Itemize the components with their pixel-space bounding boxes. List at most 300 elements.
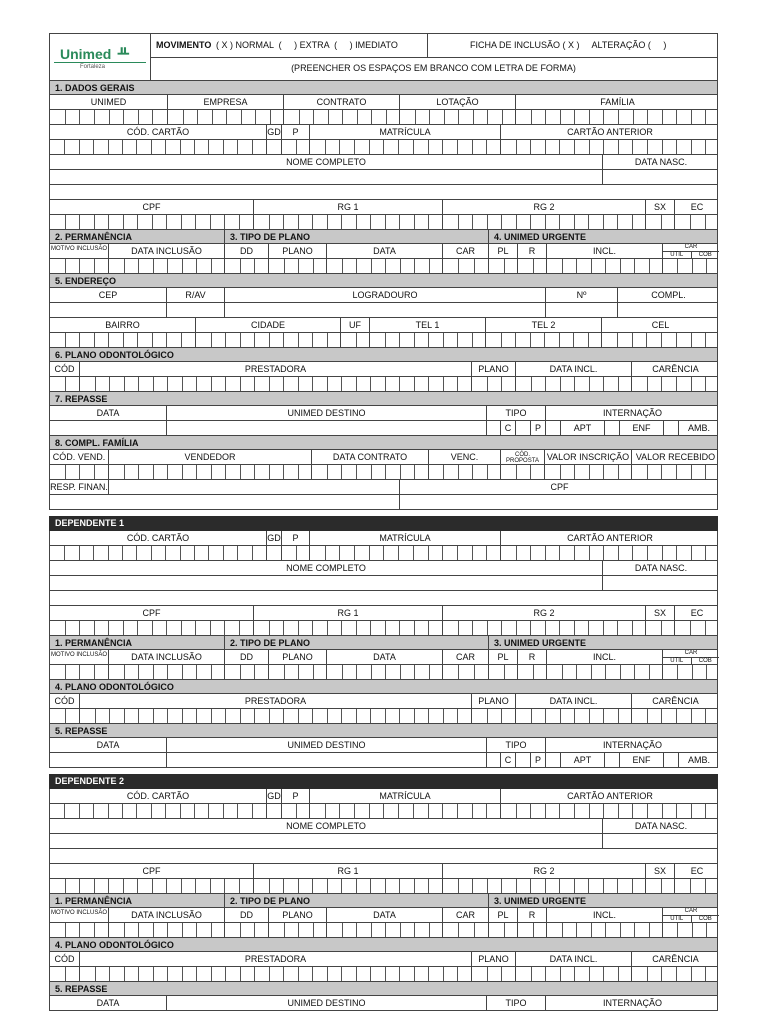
main-repasse-boxes: [49, 421, 718, 436]
char-box-divider: [385, 377, 386, 391]
char-box-divider: [620, 259, 621, 273]
option-c[interactable]: C: [500, 421, 515, 435]
char-box-divider: [370, 215, 371, 229]
cod-field[interactable]: [50, 377, 79, 391]
char-box-divider: [298, 923, 299, 937]
char-box-divider: [210, 879, 211, 893]
logradouro-field[interactable]: [224, 303, 545, 317]
char-box-divider: [400, 665, 401, 679]
p-field[interactable]: [281, 546, 309, 560]
dd-field[interactable]: [224, 665, 268, 679]
plano-field[interactable]: [471, 377, 515, 391]
char-box-divider: [182, 377, 183, 391]
label-cod-vend: CÓD. VEND.: [52, 452, 106, 462]
char-box-divider: [676, 804, 677, 818]
data-field[interactable]: [50, 753, 166, 767]
rg2-field[interactable]: [442, 879, 645, 893]
char-box-divider: [487, 709, 488, 723]
unimed-destino-field[interactable]: [166, 753, 486, 767]
char-box-divider: [313, 923, 314, 937]
label-prestadora: PRESTADORA: [79, 952, 471, 966]
gd-field[interactable]: [266, 546, 281, 560]
char-box-divider: [472, 804, 473, 818]
valor-inscricao-field[interactable]: [544, 465, 631, 479]
label-data: DATA: [96, 408, 120, 418]
char-box-divider: [240, 259, 241, 273]
cep-field[interactable]: [50, 303, 166, 317]
cod-field[interactable]: [50, 967, 79, 981]
resp-cpf-field[interactable]: [399, 495, 719, 509]
cod-cartao-field[interactable]: [50, 140, 266, 154]
cpf-field[interactable]: [50, 215, 253, 229]
char-box-divider: [167, 967, 168, 981]
movimento-options[interactable]: ( X ) NORMAL ( ) EXTRA ( ) IMEDIATO: [216, 40, 398, 50]
label-plano: PLANO: [268, 244, 326, 258]
label-cod: CÓD: [54, 696, 75, 706]
char-box-divider: [603, 621, 604, 635]
char-box-divider: [414, 333, 415, 347]
data-nasc-field[interactable]: [602, 576, 719, 590]
data-nasc-field[interactable]: [602, 834, 719, 848]
label-rav: R/AV: [166, 288, 224, 302]
ec-field[interactable]: [674, 215, 719, 229]
char-box-divider: [504, 259, 505, 273]
option-amb[interactable]: AMB.: [678, 421, 719, 435]
apt-box[interactable]: [604, 421, 619, 435]
char-box-divider: [591, 259, 592, 273]
label-car: CAR: [442, 244, 488, 258]
rg1-field[interactable]: [253, 215, 442, 229]
char-box-divider: [240, 923, 241, 937]
char-box-divider: [414, 621, 415, 635]
char-box-divider: [122, 140, 123, 154]
char-box-divider: [65, 377, 66, 391]
char-box-divider: [254, 465, 255, 479]
label-cpf: CPF: [142, 202, 161, 212]
char-box-divider: [662, 140, 663, 154]
pl-field[interactable]: [488, 923, 517, 937]
util-cob-field[interactable]: [662, 923, 719, 937]
incl-field[interactable]: [546, 259, 662, 273]
unimed-field[interactable]: [50, 110, 167, 124]
char-box-divider: [531, 709, 532, 723]
char-box-divider: [325, 546, 326, 560]
label-data-inclusao: DATA INCLUSÃO: [108, 650, 224, 664]
char-box-divider: [138, 465, 139, 479]
ec-field[interactable]: [674, 621, 719, 635]
char-box-divider: [138, 923, 139, 937]
label-nome-completo: NOME COMPLETO: [286, 563, 366, 573]
data-field[interactable]: [326, 259, 442, 273]
d2-repasse-section: [49, 982, 718, 996]
char-box-divider: [589, 709, 590, 723]
cartao-anterior-field[interactable]: [500, 546, 719, 560]
char-box-divider: [138, 967, 139, 981]
label-contrato: CONTRATO: [283, 95, 399, 109]
r-field[interactable]: [517, 259, 546, 273]
label-data: DATA: [326, 244, 442, 258]
dd-field[interactable]: [224, 923, 268, 937]
p-box[interactable]: [545, 421, 560, 435]
option-c[interactable]: C: [500, 753, 515, 767]
ficha-options[interactable]: FICHA DE INCLUSÃO ( X ) ALTERAÇÃO ( ): [470, 40, 667, 50]
char-box-divider: [559, 621, 560, 635]
sx-field[interactable]: [645, 621, 674, 635]
char-box-divider: [356, 621, 357, 635]
cel-field[interactable]: [601, 333, 719, 347]
pl-field[interactable]: [488, 665, 517, 679]
prestadora-field[interactable]: [79, 377, 471, 391]
apt-box[interactable]: [604, 753, 619, 767]
char-box-divider: [530, 546, 531, 560]
plano-field[interactable]: [268, 259, 326, 273]
option-amb[interactable]: AMB.: [678, 753, 719, 767]
char-box-divider: [109, 709, 110, 723]
char-box-divider: [662, 804, 663, 818]
char-box-divider: [79, 923, 80, 937]
char-box-divider: [165, 546, 166, 560]
char-box-divider: [443, 709, 444, 723]
rg1-field[interactable]: [253, 621, 442, 635]
label-car-small: CAR: [663, 650, 719, 658]
cod-cartao-field[interactable]: [50, 804, 266, 818]
tipo-blank[interactable]: [486, 421, 500, 435]
char-box-divider: [122, 546, 123, 560]
label-rg2: RG 2: [442, 864, 645, 878]
char-box-divider: [354, 546, 355, 560]
char-box-divider: [705, 333, 706, 347]
char-box-divider: [166, 215, 167, 229]
cpf-field[interactable]: [50, 621, 253, 635]
p-box[interactable]: [545, 753, 560, 767]
label-car: CAR: [442, 908, 488, 922]
char-box-divider: [504, 923, 505, 937]
endereco-labels-1: [49, 288, 718, 303]
data-inclusao-field[interactable]: [108, 923, 224, 937]
d1-odonto-labels: [49, 694, 718, 709]
char-box-divider: [370, 879, 371, 893]
label-data-inclusao: DATA INCLUSÃO: [108, 908, 224, 922]
char-box-divider: [240, 709, 241, 723]
label-ec: EC: [674, 606, 719, 620]
char-box-divider: [124, 967, 125, 981]
motivo-field[interactable]: [50, 665, 108, 679]
label-cod: CÓD: [54, 954, 75, 964]
data-inclusao-field[interactable]: [108, 665, 224, 679]
rg2-field[interactable]: [442, 621, 645, 635]
char-box-divider: [385, 967, 386, 981]
cod-proposta-field[interactable]: [500, 465, 544, 479]
p-field[interactable]: [281, 804, 309, 818]
label-data-nasc: DATA NASC.: [602, 561, 719, 575]
label-data: DATA: [326, 650, 442, 664]
nome-field-line1[interactable]: [50, 834, 602, 848]
incl-field[interactable]: [546, 923, 662, 937]
label-p: P: [281, 125, 309, 139]
car-field[interactable]: [442, 259, 488, 273]
cartao-anterior-field[interactable]: [500, 804, 719, 818]
contrato-field[interactable]: [283, 110, 399, 124]
resp-labels: [49, 480, 718, 495]
plano-field[interactable]: [268, 923, 326, 937]
label-incl: INCL.: [546, 908, 662, 922]
option-apt[interactable]: APT: [560, 753, 604, 767]
char-box-divider: [676, 967, 677, 981]
char-box-divider: [545, 546, 546, 560]
char-box-divider: [458, 923, 459, 937]
char-box-divider: [224, 215, 225, 229]
char-box-divider: [428, 546, 429, 560]
c-box[interactable]: [515, 421, 530, 435]
cod-cartao-field[interactable]: [50, 546, 266, 560]
label-plano: PLANO: [268, 908, 326, 922]
char-box-divider: [298, 967, 299, 981]
char-box-divider: [284, 923, 285, 937]
option-enf[interactable]: ENF: [619, 753, 663, 767]
tel2-field[interactable]: [485, 333, 601, 347]
d1-nome-line-2-field[interactable]: [50, 591, 719, 605]
label-r: R: [517, 244, 546, 258]
gd-field[interactable]: [266, 140, 281, 154]
d2-nome-line-2-field[interactable]: [50, 849, 719, 863]
cod-field[interactable]: [50, 709, 79, 723]
dd-field[interactable]: [224, 259, 268, 273]
data-contrato-field[interactable]: [311, 465, 428, 479]
char-box-divider: [486, 546, 487, 560]
cartao-anterior-field[interactable]: [500, 140, 719, 154]
char-box-divider: [327, 465, 328, 479]
label-r: R: [517, 650, 546, 664]
char-box-divider: [501, 333, 502, 347]
data-field[interactable]: [50, 421, 166, 435]
data-nasc-field[interactable]: [602, 170, 719, 184]
char-box-divider: [211, 967, 212, 981]
char-box-divider: [677, 665, 678, 679]
char-box-divider: [647, 377, 648, 391]
char-box-divider: [414, 967, 415, 981]
char-box-divider: [183, 110, 184, 124]
char-box-divider: [385, 665, 386, 679]
char-box-divider: [284, 665, 285, 679]
vendedor-field[interactable]: [108, 465, 311, 479]
char-box-divider: [327, 879, 328, 893]
char-box-divider: [458, 215, 459, 229]
char-box-divider: [442, 140, 443, 154]
char-box-divider: [442, 804, 443, 818]
label-internacao: INTERNAÇÃO: [545, 738, 719, 752]
resp-boxes: [49, 495, 718, 510]
char-box-divider: [312, 709, 313, 723]
c-box[interactable]: [515, 753, 530, 767]
carencia-field[interactable]: [631, 709, 719, 723]
plano-field[interactable]: [471, 709, 515, 723]
motivo-field[interactable]: [50, 259, 108, 273]
label-matricula: MATRÍCULA: [309, 531, 500, 545]
enf-box[interactable]: [663, 421, 678, 435]
char-box-divider: [661, 377, 662, 391]
data-inclusao-field[interactable]: [108, 259, 224, 273]
data-field[interactable]: [326, 665, 442, 679]
char-box-divider: [123, 215, 124, 229]
label-p: P: [281, 531, 309, 545]
valor-recebido-field[interactable]: [631, 465, 719, 479]
char-box-divider: [370, 967, 371, 981]
sx-field[interactable]: [645, 879, 674, 893]
main-nome-line-2-field[interactable]: [50, 185, 719, 199]
char-box-divider: [283, 621, 284, 635]
nome-field-line1[interactable]: [50, 170, 602, 184]
char-box-divider: [237, 546, 238, 560]
char-box-divider: [339, 804, 340, 818]
char-box-divider: [413, 546, 414, 560]
char-box-divider: [502, 110, 503, 124]
cpf-field[interactable]: [50, 879, 253, 893]
uf-field[interactable]: [340, 333, 369, 347]
motivo-field[interactable]: [50, 923, 108, 937]
char-box-divider: [225, 333, 226, 347]
char-box-divider: [342, 665, 343, 679]
carencia-field[interactable]: [631, 377, 719, 391]
option-p[interactable]: P: [530, 421, 545, 435]
util-cob-field[interactable]: [662, 665, 719, 679]
main-perm-labels: [49, 244, 718, 259]
rav-field[interactable]: [166, 303, 224, 317]
sx-field[interactable]: [645, 215, 674, 229]
compl-labels: [49, 450, 718, 465]
compl-field[interactable]: [617, 303, 719, 317]
car-field[interactable]: [442, 923, 488, 937]
char-box-divider: [429, 923, 430, 937]
option-apt[interactable]: APT: [560, 421, 604, 435]
incl-field[interactable]: [546, 665, 662, 679]
cidade-field[interactable]: [195, 333, 340, 347]
familia-field[interactable]: [515, 110, 719, 124]
char-box-divider: [690, 215, 691, 229]
char-box-divider: [152, 110, 153, 124]
char-box-divider: [298, 259, 299, 273]
p-field[interactable]: [281, 140, 309, 154]
compl-boxes: [49, 465, 718, 480]
data-incl-field[interactable]: [515, 967, 631, 981]
char-box-divider: [240, 333, 241, 347]
tipo-blank[interactable]: [486, 753, 500, 767]
resp-finan-field[interactable]: [108, 480, 399, 494]
char-box-divider: [225, 709, 226, 723]
unimed-destino-field[interactable]: [166, 421, 486, 435]
data-field[interactable]: [326, 923, 442, 937]
plano-field[interactable]: [471, 967, 515, 981]
char-box-divider: [603, 465, 604, 479]
char-box-divider: [385, 621, 386, 635]
d2-perm-labels: [49, 908, 718, 923]
char-box-divider: [298, 333, 299, 347]
label-data-nasc: DATA NASC.: [602, 155, 719, 169]
d2-repasse-labels: [49, 996, 718, 1011]
venc-field[interactable]: [428, 465, 500, 479]
prestadora-field[interactable]: [79, 709, 471, 723]
char-box-divider: [428, 333, 429, 347]
plano-field[interactable]: [268, 665, 326, 679]
char-box-divider: [239, 879, 240, 893]
label-logradouro: LOGRADOURO: [224, 288, 545, 302]
section-unimed-urgente: 3. UNIMED URGENTE: [488, 636, 719, 649]
char-box-divider: [677, 923, 678, 937]
char-box-divider: [181, 621, 182, 635]
resp-finan-line[interactable]: [50, 495, 399, 509]
option-enf[interactable]: ENF: [619, 421, 663, 435]
r-field[interactable]: [517, 923, 546, 937]
matricula-field[interactable]: [309, 140, 500, 154]
char-box-divider: [165, 804, 166, 818]
numero-field[interactable]: [545, 303, 617, 317]
char-box-divider: [618, 140, 619, 154]
nome-field-line1[interactable]: [50, 576, 602, 590]
char-box-divider: [661, 465, 662, 479]
char-box-divider: [208, 140, 209, 154]
data-incl-field[interactable]: [515, 377, 631, 391]
bairro-field[interactable]: [50, 333, 195, 347]
char-box-divider: [399, 879, 400, 893]
matricula-field[interactable]: [309, 546, 500, 560]
empresa-field[interactable]: [167, 110, 283, 124]
gd-field[interactable]: [266, 804, 281, 818]
endereco-section: [49, 274, 718, 288]
enf-box[interactable]: [663, 753, 678, 767]
char-box-divider: [151, 804, 152, 818]
char-box-divider: [676, 140, 677, 154]
prestadora-field[interactable]: [79, 967, 471, 981]
char-box-divider: [562, 923, 563, 937]
char-box-divider: [194, 140, 195, 154]
char-box-divider: [181, 879, 182, 893]
d1-odonto-section: [49, 680, 718, 694]
char-box-divider: [588, 621, 589, 635]
char-box-divider: [400, 465, 401, 479]
char-box-divider: [211, 665, 212, 679]
tel1-field[interactable]: [369, 333, 485, 347]
char-box-divider: [166, 333, 167, 347]
section-unimed-urgente: 3. UNIMED URGENTE: [488, 894, 719, 907]
lotacao-field[interactable]: [399, 110, 515, 124]
char-box-divider: [370, 621, 371, 635]
char-box-divider: [240, 377, 241, 391]
d1-nome-labels: [49, 561, 718, 576]
r-field[interactable]: [517, 665, 546, 679]
car-field[interactable]: [442, 665, 488, 679]
cod-vend-field[interactable]: [50, 465, 108, 479]
rg1-field[interactable]: [253, 879, 442, 893]
data-incl-field[interactable]: [515, 709, 631, 723]
char-box-divider: [95, 709, 96, 723]
char-box-divider: [211, 377, 212, 391]
char-box-divider: [574, 804, 575, 818]
rg2-field[interactable]: [442, 215, 645, 229]
carencia-field[interactable]: [631, 967, 719, 981]
char-box-divider: [385, 333, 386, 347]
pl-field[interactable]: [488, 259, 517, 273]
char-box-divider: [414, 709, 415, 723]
ec-field[interactable]: [674, 879, 719, 893]
option-p[interactable]: P: [530, 753, 545, 767]
matricula-field[interactable]: [309, 804, 500, 818]
util-cob-field[interactable]: [662, 259, 719, 273]
label-data-incl: DATA INCL.: [515, 694, 631, 708]
label-tel2: TEL 2: [485, 318, 601, 332]
char-box-divider: [603, 709, 604, 723]
char-box-divider: [649, 665, 650, 679]
char-box-divider: [124, 465, 125, 479]
char-box-divider: [457, 377, 458, 391]
